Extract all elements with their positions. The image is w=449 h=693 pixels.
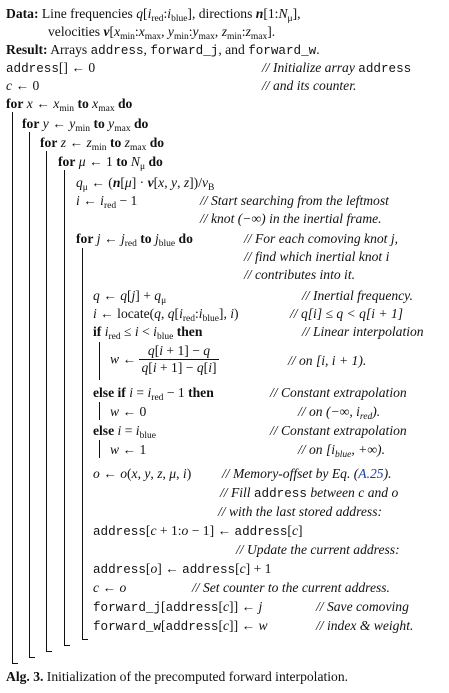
line-q-mu: $q_\mu$ ← (n[μ] · v[x, y, $z])/v_B$ bbox=[76, 175, 215, 193]
result-line: Result: Arrays address, forward_j, and forward_w. bbox=[6, 42, 320, 58]
line-fill-address: address[c + 1:o − 1] ← address[c] bbox=[93, 523, 303, 539]
comment-start-search: // Start searching from the leftmost bbox=[200, 193, 389, 208]
kw-do: do bbox=[148, 154, 163, 169]
kw-else: else bbox=[93, 423, 115, 438]
data-text-velocities: velocities bbox=[48, 24, 101, 39]
kw-for: for bbox=[58, 154, 76, 169]
kw-for: for bbox=[6, 96, 24, 111]
var-forward-j: forward_j bbox=[93, 601, 162, 615]
var-address: address bbox=[165, 620, 219, 634]
data-line-1: Data: Line frequencies $q[i_{red}:i_{blue}]$, directions $n[1:N_\mu]$, bbox=[6, 6, 301, 24]
data-line-2: velocities $v[x_{min}:x_{max}$, $y_{min}:y_{max}$, $z_{min}:z_{max}$]. bbox=[48, 24, 276, 42]
comment-inertial-freq: // Inertial frequency. bbox=[302, 288, 413, 303]
kw-to: to bbox=[109, 135, 122, 150]
line-save-j: forward_j[address[c]] ← j bbox=[93, 599, 263, 615]
kw-do: do bbox=[117, 96, 133, 111]
var-address: address bbox=[182, 563, 236, 577]
comment-knot-inf: // knot (−∞) in the inertial frame. bbox=[200, 211, 382, 226]
comment-find-knot: // find which inertial knot i bbox=[244, 249, 390, 264]
line-for-y: for y ← $y_{min}$ to $y_{max}$ do bbox=[22, 116, 149, 134]
line-q: q ← $q[j] + q_\mu$ bbox=[93, 288, 167, 306]
comment-interval-3: // on [$i_{blue}$, +∞). bbox=[298, 442, 385, 460]
var-forward-w: forward_w bbox=[248, 44, 317, 58]
result-label: Result: bbox=[6, 42, 48, 57]
kw-for: for bbox=[76, 231, 94, 246]
var-address: address bbox=[90, 44, 144, 58]
comment-text: // on [i bbox=[298, 442, 336, 457]
line-for-mu: for μ ← 1 to $N_\mu$ do bbox=[58, 154, 163, 172]
line-update-address: address[o] ← address[c] + 1 bbox=[93, 561, 272, 577]
var-address: address bbox=[234, 525, 288, 539]
comment-init-array bbox=[262, 59, 411, 78]
block-foot-for-mu bbox=[64, 645, 70, 646]
comment-text: // on (−∞, i bbox=[298, 404, 360, 419]
line-set-counter: c ← o bbox=[93, 580, 127, 595]
line-offset: o ← o(x, y, z, μ, i) bbox=[93, 466, 192, 481]
line-init-counter: c ← 0 bbox=[6, 78, 40, 93]
var-forward-j: forward_j bbox=[150, 44, 219, 58]
result-and: and bbox=[225, 42, 245, 57]
line-for-z: for z ← $z_{min}$ to $z_{max}$ do bbox=[40, 135, 165, 153]
comment-text: // Initialize array bbox=[262, 60, 355, 75]
block-bar-for-y bbox=[29, 132, 30, 657]
comment-text: between bbox=[310, 485, 355, 500]
line-if: if $i_{red} \le i < i_{blue}$ then bbox=[93, 324, 203, 342]
fraction: $\frac{q[i + 1] - q}{q[i + 1] - q[i]}$ bbox=[141, 343, 217, 375]
fn-locate: locate bbox=[117, 306, 150, 321]
comment-update-address: // Update the current address: bbox=[236, 542, 400, 557]
comment-const-extrap-2: // Constant extrapolation bbox=[270, 423, 407, 438]
comment-index-weight: // index & weight. bbox=[316, 618, 414, 633]
block-foot-for-z bbox=[46, 651, 52, 652]
kw-do: do bbox=[133, 116, 149, 131]
equation-link[interactable]: A.25 bbox=[358, 466, 384, 481]
comment-text: // Memory-offset by Eq. ( bbox=[222, 466, 359, 481]
comment-each-knot: // For each comoving knot j, bbox=[244, 231, 399, 246]
block-bar-for-z bbox=[46, 151, 47, 651]
block-bar-else bbox=[99, 440, 100, 458]
comment-fill: // Fill address between c and o bbox=[220, 485, 399, 501]
kw-to: to bbox=[93, 116, 105, 131]
line-init-address: address[] ← 0 bbox=[6, 60, 96, 76]
block-foot-for-j bbox=[82, 639, 88, 640]
comment-interval-2: // on (−∞, $i_{red}$). bbox=[298, 404, 381, 422]
line-for-x: for x ← $x_{min}$ to $x_{max}$ do bbox=[6, 96, 133, 114]
kw-to: to bbox=[140, 231, 152, 246]
var-address: address bbox=[93, 525, 146, 539]
line-i-init: i ← $i_{red} - 1$ bbox=[76, 193, 138, 211]
comment-bracket: // q[i] ≤ q < q[i + 1] bbox=[290, 306, 404, 321]
line-for-j: for j ← $j_{red}$ to $j_{blue}$ do bbox=[76, 231, 193, 249]
var-address: address bbox=[358, 62, 412, 76]
kw-do: do bbox=[178, 231, 193, 246]
var-address: address bbox=[254, 487, 307, 501]
block-bar-for-mu bbox=[64, 170, 65, 645]
block-foot-for-y bbox=[29, 657, 35, 658]
line-else: else $i = i_{blue}$ bbox=[93, 423, 156, 441]
var-address: address bbox=[6, 62, 59, 76]
block-bar-for-j bbox=[82, 248, 83, 639]
data-label: Data: bbox=[6, 6, 39, 21]
comment-const-extrap-1: // Constant extrapolation bbox=[270, 385, 407, 400]
kw-if: if bbox=[93, 324, 102, 339]
kw-then: then bbox=[188, 385, 214, 400]
kw-for: for bbox=[40, 135, 58, 150]
line-locate: i ← locate(q, $q[i_{red}:i_{blue}]$, i) bbox=[93, 306, 239, 324]
comment-save-comoving: // Save comoving bbox=[316, 599, 409, 614]
result-text: Arrays bbox=[50, 42, 88, 57]
block-bar-if bbox=[99, 342, 100, 380]
comment-text: // Fill bbox=[220, 485, 251, 500]
comment-interval-1: // on [i, i + 1). bbox=[288, 353, 367, 368]
comment-text: // For each comoving knot bbox=[244, 231, 388, 246]
line-save-w: forward_w[address[c]] ← w bbox=[93, 618, 268, 634]
kw-for: for bbox=[22, 116, 40, 131]
kw-to: to bbox=[77, 96, 89, 111]
block-bar-for-x bbox=[12, 112, 13, 663]
comment-memory-offset bbox=[222, 465, 392, 483]
kw-else-if: else if bbox=[93, 385, 126, 400]
kw-then: then bbox=[176, 324, 203, 339]
kw-do: do bbox=[149, 135, 165, 150]
comment-text: // find which inertial knot bbox=[244, 249, 383, 264]
comment-text: ). bbox=[383, 466, 392, 481]
data-text-directions: directions bbox=[198, 6, 253, 21]
comment-text: and bbox=[367, 485, 389, 500]
var-forward-w: forward_w bbox=[93, 620, 162, 634]
line-w-linear: w ← $\frac{q[i + 1] - q}{q[i + 1] - q[i]}$ bbox=[110, 343, 217, 375]
comment-last-stored: // with the last stored address: bbox=[218, 504, 383, 519]
comment-linear: // Linear interpolation bbox=[302, 324, 424, 339]
block-bar-else-if bbox=[99, 402, 100, 420]
var-address: address bbox=[165, 601, 219, 615]
algorithm-caption bbox=[6, 668, 348, 686]
kw-to: to bbox=[116, 154, 128, 169]
line-else-if: else if $i = i_{red} - 1$ then bbox=[93, 385, 214, 403]
comment-counter: // and its counter. bbox=[262, 78, 357, 93]
caption-text: Initialization of the precomputed forward interpolation. bbox=[46, 669, 349, 684]
line-w-one: w ← 1 bbox=[110, 442, 147, 457]
var-address: address bbox=[93, 563, 146, 577]
caption-label: Alg. 3. bbox=[6, 669, 44, 684]
line-w-zero: w ← 0 bbox=[110, 404, 147, 419]
comment-contributes: // contributes into it. bbox=[244, 267, 356, 282]
comment-set-counter: // Set counter to the current address. bbox=[192, 580, 390, 595]
block-foot-for-x bbox=[12, 663, 18, 664]
data-text: Line frequencies bbox=[41, 6, 133, 21]
